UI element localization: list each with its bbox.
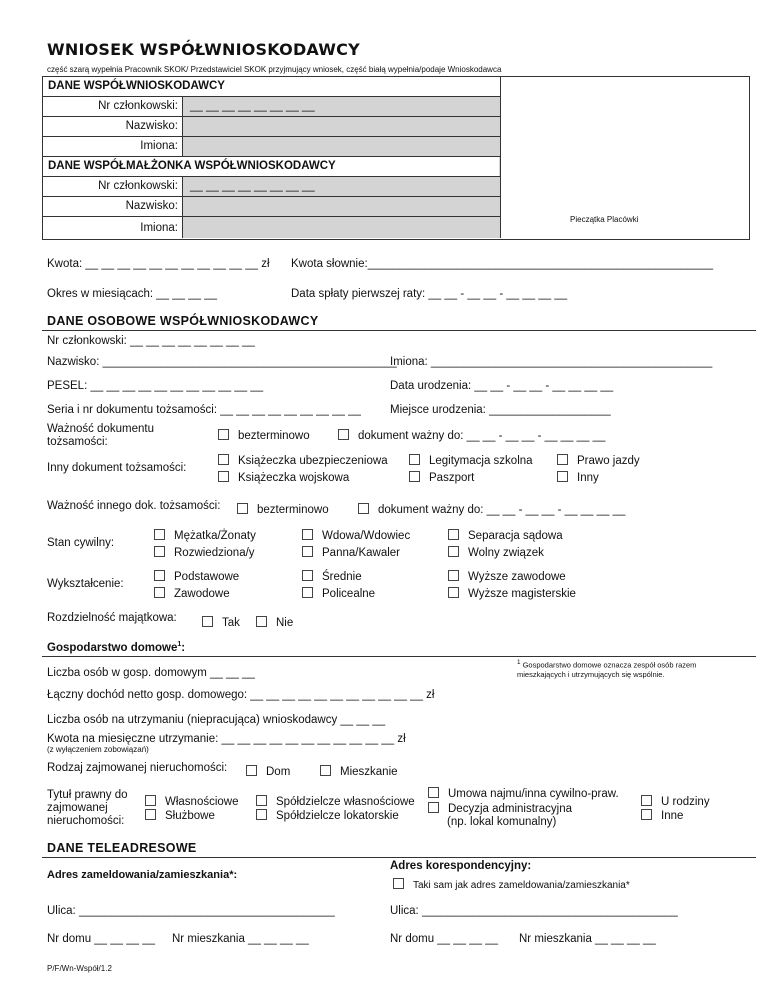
option-separated[interactable]: Separacja sądowa xyxy=(448,529,563,542)
section-applicant-data: DANE WSPÓŁWNIOSKODAWCY xyxy=(48,80,225,92)
checkbox-icon[interactable] xyxy=(154,546,165,557)
option-driving-licence[interactable]: Prawo jazdy xyxy=(557,454,640,467)
id-validity-label-line1: Ważność dokumentu xyxy=(47,423,154,435)
personal-first-names-field[interactable]: Imiona: ____________________________________________ xyxy=(390,356,713,368)
spouse-surname-label: Nazwisko: xyxy=(125,200,178,212)
option-coop-ownership[interactable]: Spółdzielcze własnościowe xyxy=(256,795,415,808)
option-widowed[interactable]: Wdowa/Wdowiec xyxy=(302,529,410,542)
other-id-valid-until-option[interactable]: dokument ważny do: __ __ - __ __ - __ __ __ __ xyxy=(358,503,625,516)
amount-field[interactable]: Kwota: __ __ __ __ __ __ __ __ __ __ __ zł xyxy=(47,258,270,270)
months-field[interactable]: Okres w miesiącach: __ __ __ __ xyxy=(47,288,218,300)
spouse-member-number-field[interactable]: __ __ __ __ __ __ __ __ xyxy=(190,180,315,192)
option-other-id[interactable]: Inny xyxy=(557,471,599,484)
administrative-decision-note: (np. lokal komunalny) xyxy=(447,816,557,828)
option-administrative-decision[interactable]: Decyzja administracyjna xyxy=(428,802,572,815)
apartment-number-field[interactable]: Nr mieszkania __ __ __ __ xyxy=(172,933,309,945)
same-address-option[interactable]: Taki sam jak adres zameldowania/zamieszkania* xyxy=(393,878,630,891)
other-id-indefinite-option[interactable]: bezterminowo xyxy=(237,503,329,516)
surname-label: Nazwisko: xyxy=(125,120,178,132)
dependents-field[interactable]: Liczba osób na utrzymaniu (niepracująca) wnioskodawcy __ __ __ xyxy=(47,714,386,726)
option-school-id[interactable]: Legitymacja szkolna xyxy=(409,454,533,467)
other-id-label: Inny dokument tożsamości: xyxy=(47,462,187,474)
option-vocational[interactable]: Zawodowe xyxy=(154,587,230,600)
household-footnote: $^1$ Gospodarstwo domowe oznacza zespół osób razem mieszkających i utrzymujących się wspólnie. xyxy=(517,659,697,679)
checkbox-icon[interactable] xyxy=(320,765,331,776)
checkbox-icon[interactable] xyxy=(409,454,420,465)
household-title: Gospodarstwo domowe$^1$: xyxy=(47,641,186,654)
id-document-number-field[interactable]: Seria i nr dokumentu tożsamości: __ __ __ __ __ __ __ __ __ xyxy=(47,404,361,416)
checkbox-icon[interactable] xyxy=(557,454,568,465)
personal-member-number-field[interactable]: Nr członkowski: __ __ __ __ __ __ __ __ xyxy=(47,335,255,347)
branch-stamp-label: Pieczątka Placówki xyxy=(570,215,639,224)
checkbox-icon[interactable] xyxy=(557,471,568,482)
member-number-label: Nr członkowski: xyxy=(98,100,178,112)
checkbox-icon[interactable] xyxy=(302,587,313,598)
option-service[interactable]: Służbowe xyxy=(145,809,215,822)
birth-place-field[interactable]: Miejsce urodzenia: ___________________ xyxy=(390,404,611,416)
checkbox-icon[interactable] xyxy=(448,529,459,540)
birth-date-field[interactable]: Data urodzenia: __ __ - __ __ - __ __ __ __ xyxy=(390,380,614,392)
option-higher-vocational[interactable]: Wyższe zawodowe xyxy=(448,570,566,583)
checkbox-icon[interactable] xyxy=(448,587,459,598)
checkbox-icon[interactable] xyxy=(145,795,156,806)
checkbox-icon[interactable] xyxy=(246,765,257,776)
option-coop-tenant[interactable]: Spółdzielcze lokatorskie xyxy=(256,809,399,822)
checkbox-icon[interactable] xyxy=(218,429,229,440)
correspondence-street-field[interactable]: Ulica: ________________________________________ xyxy=(390,905,678,917)
personal-surname-field[interactable]: Nazwisko: ______________________________________________ xyxy=(47,356,397,368)
other-id-validity-label: Ważność innego dok. tożsamości: xyxy=(47,500,221,512)
checkbox-icon[interactable] xyxy=(448,546,459,557)
option-single[interactable]: Panna/Kawaler xyxy=(302,546,400,559)
checkbox-icon[interactable] xyxy=(154,587,165,598)
option-partnership[interactable]: Wolny związek xyxy=(448,546,544,559)
checkbox-icon[interactable] xyxy=(145,809,156,820)
legal-title-label: Tytuł prawny do zajmowanej nieruchomości: xyxy=(47,789,128,827)
checkbox-icon[interactable] xyxy=(409,471,420,482)
option-military-book[interactable]: Książeczka wojskowa xyxy=(218,471,349,484)
correspondence-address-label: Adres korespondencyjny: xyxy=(390,860,532,872)
checkbox-icon[interactable] xyxy=(218,454,229,465)
section-personal-data: DANE OSOBOWE WSPÓŁWNIOSKODAWCY xyxy=(47,314,319,328)
option-other-housing[interactable]: Inne xyxy=(641,809,683,822)
checkbox-icon[interactable] xyxy=(218,471,229,482)
monthly-costs-note: (z wyłączeniem zobowiązań) xyxy=(47,745,149,754)
household-size-field[interactable]: Liczba osób w gosp. domowym __ __ __ xyxy=(47,667,255,679)
checkbox-icon[interactable] xyxy=(256,795,267,806)
checkbox-icon[interactable] xyxy=(428,787,439,798)
correspondence-house-number-field[interactable]: Nr domu __ __ __ __ xyxy=(390,933,499,945)
option-ownership[interactable]: Własnościowe xyxy=(145,795,239,808)
checkbox-icon[interactable] xyxy=(302,529,313,540)
checkbox-icon[interactable] xyxy=(393,878,404,889)
option-yes[interactable]: Tak xyxy=(202,616,240,629)
option-insurance-book[interactable]: Książeczka ubezpieczeniowa xyxy=(218,454,388,467)
property-type-label: Rodzaj zajmowanej nieruchomości: xyxy=(47,762,228,774)
page-subtitle: część szarą wypełnia Pracownik SKOK/ Przedstawiciel SKOK przyjmujący wniosek, część białą wypełnia/podaje Wnioskodawca xyxy=(47,65,502,74)
section-contact-data: DANE TELEADRESOWE xyxy=(47,841,197,855)
option-rental[interactable]: Umowa najmu/inna cywilno-praw. xyxy=(428,787,619,800)
page-title: WNIOSEK WSPÓŁWNIOSKODAWCY xyxy=(47,40,360,59)
first-installment-date-field[interactable]: Data spłaty pierwszej raty: __ __ - __ __ - __ __ __ __ xyxy=(291,288,568,300)
option-apartment[interactable]: Mieszkanie xyxy=(320,765,398,778)
checkbox-icon[interactable] xyxy=(237,503,248,514)
checkbox-icon[interactable] xyxy=(154,570,165,581)
id-valid-until-option[interactable]: dokument ważny do: __ __ - __ __ - __ __ __ __ xyxy=(338,429,605,442)
spouse-first-names-label: Imiona: xyxy=(140,222,178,234)
checkbox-icon[interactable] xyxy=(448,570,459,581)
checkbox-icon[interactable] xyxy=(302,570,313,581)
house-number-field[interactable]: Nr domu __ __ __ __ xyxy=(47,933,156,945)
option-divorced[interactable]: Rozwiedziona/y xyxy=(154,546,255,559)
id-validity-label-line2: tożsamości: xyxy=(47,436,108,448)
checkbox-icon[interactable] xyxy=(641,795,652,806)
education-label: Wykształcenie: xyxy=(47,578,124,590)
spouse-member-number-label: Nr członkowski: xyxy=(98,180,178,192)
form-code: P/F/Wn-Współ/1.2 xyxy=(47,964,112,973)
street-field[interactable]: Ulica: ________________________________________ xyxy=(47,905,335,917)
property-separation-label: Rozdzielność majątkowa: xyxy=(47,612,177,624)
household-income-field[interactable]: Łączny dochód netto gosp. domowego: __ __ __ __ __ __ __ __ __ __ __ zł xyxy=(47,689,435,701)
option-house[interactable]: Dom xyxy=(246,765,290,778)
pesel-field[interactable]: PESEL: __ __ __ __ __ __ __ __ __ __ __ xyxy=(47,380,264,392)
option-no[interactable]: Nie xyxy=(256,616,293,629)
checkbox-icon[interactable] xyxy=(338,429,349,440)
option-married[interactable]: Mężatka/Żonaty xyxy=(154,529,256,542)
checkbox-icon[interactable] xyxy=(202,616,213,627)
option-secondary[interactable]: Średnie xyxy=(302,570,362,583)
checkbox-icon[interactable] xyxy=(256,616,267,627)
first-names-label: Imiona: xyxy=(140,140,178,152)
checkbox-icon[interactable] xyxy=(256,809,267,820)
id-indefinite-option[interactable]: bezterminowo xyxy=(218,429,310,442)
amount-words-field[interactable]: Kwota słownie:______________________________________________________ xyxy=(291,258,714,270)
registered-address-label: Adres zameldowania/zamieszkania*: xyxy=(47,869,238,881)
checkbox-icon[interactable] xyxy=(302,546,313,557)
marital-status-label: Stan cywilny: xyxy=(47,537,115,549)
checkbox-icon[interactable] xyxy=(641,809,652,820)
checkbox-icon[interactable] xyxy=(428,802,439,813)
option-primary[interactable]: Podstawowe xyxy=(154,570,239,583)
section-spouse-data: DANE WSPÓŁMAŁŻONKA WSPÓŁWNIOSKODAWCY xyxy=(48,160,336,172)
checkbox-icon[interactable] xyxy=(358,503,369,514)
option-family[interactable]: U rodziny xyxy=(641,795,710,808)
checkbox-icon[interactable] xyxy=(154,529,165,540)
member-number-field[interactable]: __ __ __ __ __ __ __ __ xyxy=(190,100,315,112)
correspondence-apartment-number-field[interactable]: Nr mieszkania __ __ __ __ xyxy=(519,933,656,945)
option-post-secondary[interactable]: Policealne xyxy=(302,587,375,600)
option-masters[interactable]: Wyższe magisterskie xyxy=(448,587,576,600)
option-passport[interactable]: Paszport xyxy=(409,471,474,484)
monthly-costs-field[interactable]: Kwota na miesięczne utrzymanie: __ __ __ __ __ __ __ __ __ __ __ zł xyxy=(47,733,406,745)
